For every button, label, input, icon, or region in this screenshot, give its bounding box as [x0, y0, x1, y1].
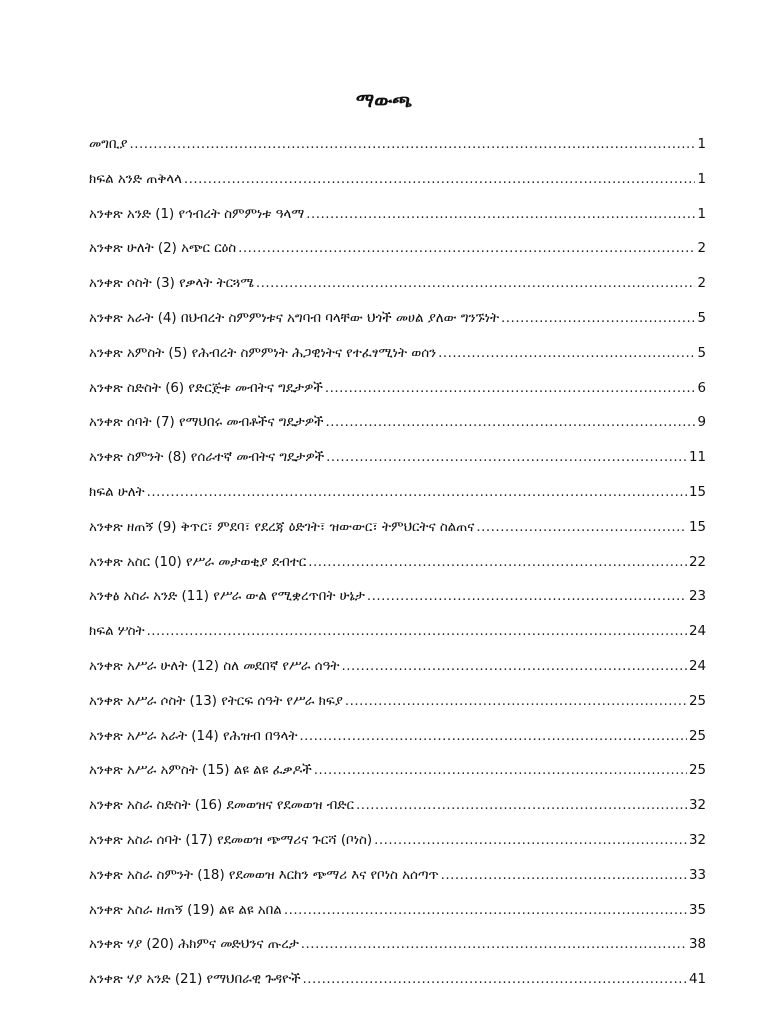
toc-entry — [89, 276, 706, 311]
dot-leader — [303, 972, 687, 987]
toc-entry-page-number: 5 — [697, 345, 706, 361]
toc-entry — [89, 972, 706, 1007]
toc-entry — [89, 172, 706, 207]
toc-entry — [89, 415, 706, 450]
toc-entry — [89, 311, 706, 346]
toc-entry-page-number: 11 — [688, 450, 706, 466]
toc-entry — [89, 555, 706, 590]
dot-leader — [326, 450, 687, 465]
toc-entry — [89, 589, 706, 624]
dot-leader — [299, 729, 687, 744]
toc-entry — [89, 346, 706, 381]
dot-leader — [284, 903, 687, 918]
dot-leader — [476, 520, 687, 535]
dot-leader — [301, 937, 687, 952]
toc-entry-label: አንቀጽ ሃያ አንድ (21) የማህበራዊ ጉዳዮች — [89, 972, 301, 988]
dot-leader — [306, 207, 695, 222]
toc-entry — [89, 833, 706, 868]
toc-entry-label: አንቀጽ ስምንት (8) የሰራተኛ መብትና ግዴታዎች — [89, 450, 325, 466]
toc-entry-page-number: 35 — [688, 902, 706, 918]
toc-entry-page-number: 25 — [688, 693, 706, 709]
toc-entry — [89, 937, 706, 972]
toc-entry-label: አንቀጽ አስራ ዘጠኝ (19) ልዩ ልዩ አበል — [89, 902, 282, 918]
toc-entry-page-number: 1 — [697, 137, 706, 152]
toc-entry-label: አንቀጽ አራት (4) በህብረት ስምምነቱና አግባብ ባላቸው ህጎች መሀል ያለው ግንኙነት — [89, 310, 500, 326]
toc-entry — [89, 763, 706, 798]
toc-entry — [89, 868, 706, 903]
toc-entry-page-number: 6 — [697, 380, 706, 396]
toc-entry-page-number: 33 — [688, 867, 706, 883]
dot-leader — [325, 381, 696, 396]
toc-entry-page-number: 2 — [697, 241, 706, 257]
toc-entry — [89, 903, 706, 938]
toc-entry — [89, 241, 706, 276]
toc-entry-label: አንቀጽ አሥራ አራት (14) የሕዝብ በዓላት — [89, 728, 298, 744]
toc-entry — [89, 485, 706, 520]
toc-entry-page-number: 25 — [688, 763, 706, 779]
toc-entry — [89, 729, 706, 764]
toc-entry-page-number: 15 — [688, 484, 706, 500]
toc-entry-label: አንቀጽ አንድ (1) የኅብረት ስምምነቱ ዓላማ — [89, 206, 305, 222]
toc-entry — [89, 694, 706, 729]
toc-entry-page-number: 1 — [697, 206, 706, 222]
toc-entry-label: አንቀጽ ስድስት (6) የድርጅቱ መብትና ግዴታዎች — [89, 380, 323, 396]
toc-entry-page-number: 5 — [697, 310, 706, 326]
toc-entry-page-number: 38 — [688, 937, 706, 953]
dot-leader — [256, 276, 696, 291]
toc-entry-label: አንቀጽ ሃያ (20) ሕክምና መድህንና ጡረታ — [89, 937, 299, 953]
toc-entry-page-number: 1 — [697, 171, 706, 187]
toc-entry-label: አንቀጽ ሶስት (3) የቃላት ትርጓሜ — [89, 276, 254, 292]
toc-entry-label: አንቀጽ ሁለት (2) አጭር ርዕስ — [89, 241, 237, 257]
dot-leader — [314, 763, 687, 778]
toc-entry-page-number: 23 — [688, 589, 706, 605]
toc-entry — [89, 137, 706, 172]
toc-entry — [89, 520, 706, 555]
toc-entry-label: አንቀጽ አሥራ ሶስት (13) የትርፍ ሰዓት የሥራ ክፍያ — [89, 693, 343, 709]
dot-leader — [345, 694, 687, 709]
dot-leader — [374, 833, 687, 848]
toc-entry-label: ክፍል አንድ ጠቅላላ — [89, 171, 182, 187]
toc-entry-page-number: 25 — [688, 728, 706, 744]
dot-leader — [238, 241, 695, 256]
dot-leader — [147, 485, 687, 500]
dot-leader — [441, 868, 687, 883]
toc-title: ማውጫ — [355, 90, 413, 112]
toc-entry-page-number: 41 — [688, 972, 706, 988]
dot-leader — [184, 172, 696, 187]
toc-entry-page-number: 2 — [697, 276, 706, 292]
toc-entry-label: አንቀጽ አሥራ አምስት (15) ልዩ ልዩ ፈቃዶች — [89, 763, 312, 779]
toc-entry — [89, 659, 706, 694]
toc-entry-page-number: 22 — [688, 554, 706, 570]
toc-entry — [89, 798, 706, 833]
dot-leader — [129, 137, 695, 152]
toc-entry-label: አንቀጽ ዘጠኝ (9) ቅጥር፣ ምደባ፣ የደረጃ ዕድገት፣ ዝውውር፣ ትምህርትና ስልጠና — [89, 519, 475, 535]
dot-leader — [356, 798, 687, 813]
toc-entry-page-number: 24 — [688, 624, 706, 640]
dot-leader — [326, 415, 696, 430]
toc-entry — [89, 207, 706, 242]
toc-entry-label: ክፍል ሦስት — [89, 624, 145, 640]
dot-leader — [367, 589, 687, 604]
dot-leader — [308, 555, 687, 570]
toc-entry-label: አንቀጽ አስራ ስምንት (18) የደመወዝ እርከን ጭማሪ እና የቦነስ አሰጣጥ — [89, 867, 439, 883]
toc-entry-label: አንቀጽ አስራ ስድስት (16) ደመወዝና የደመወዝ ብድር — [89, 798, 354, 814]
dot-leader — [438, 346, 695, 361]
toc-entry-page-number: 32 — [688, 798, 706, 814]
toc-entry — [89, 381, 706, 416]
toc-entry-label: አንቀጽ አምስት (5) የሕብረት ስምምነት ሕጋዊነትና የተፈፃሚነት ወሰን — [89, 345, 437, 361]
toc-entry-page-number: 32 — [688, 832, 706, 848]
toc-entry-label: ክፍል ሁለት — [89, 484, 145, 500]
dot-leader — [501, 311, 695, 326]
toc-entry-label: አንቀፅ አስራ አንድ (11) የሥራ ውል የሚቋረጥበት ሁኔታ — [89, 589, 365, 605]
toc-entry-page-number: 15 — [688, 519, 706, 535]
toc-entry — [89, 624, 706, 659]
dot-leader — [341, 659, 686, 674]
toc-entry-label: መግቢያ — [89, 137, 128, 152]
toc-list — [89, 137, 706, 1007]
toc-entry — [89, 450, 706, 485]
toc-entry-label: አንቀጽ ሰባት (7) የማህበሩ መብቶችና ግዴታዎች — [89, 415, 324, 431]
toc-entry-page-number: 9 — [697, 415, 706, 431]
toc-entry-label: አንቀጽ አስር (10) የሥራ መታወቂያ ደብተር — [89, 554, 307, 570]
toc-entry-label: አንቀጽ አስራ ሰባት (17) የደመወዝ ጭማሪና ጉርሻ (ቦነስ) — [89, 832, 373, 848]
toc-entry-label: አንቀጽ አሥራ ሁለት (12) ስለ መደበኛ የሥራ ሰዓት — [89, 658, 340, 674]
dot-leader — [147, 624, 687, 639]
toc-entry-page-number: 24 — [688, 658, 706, 674]
